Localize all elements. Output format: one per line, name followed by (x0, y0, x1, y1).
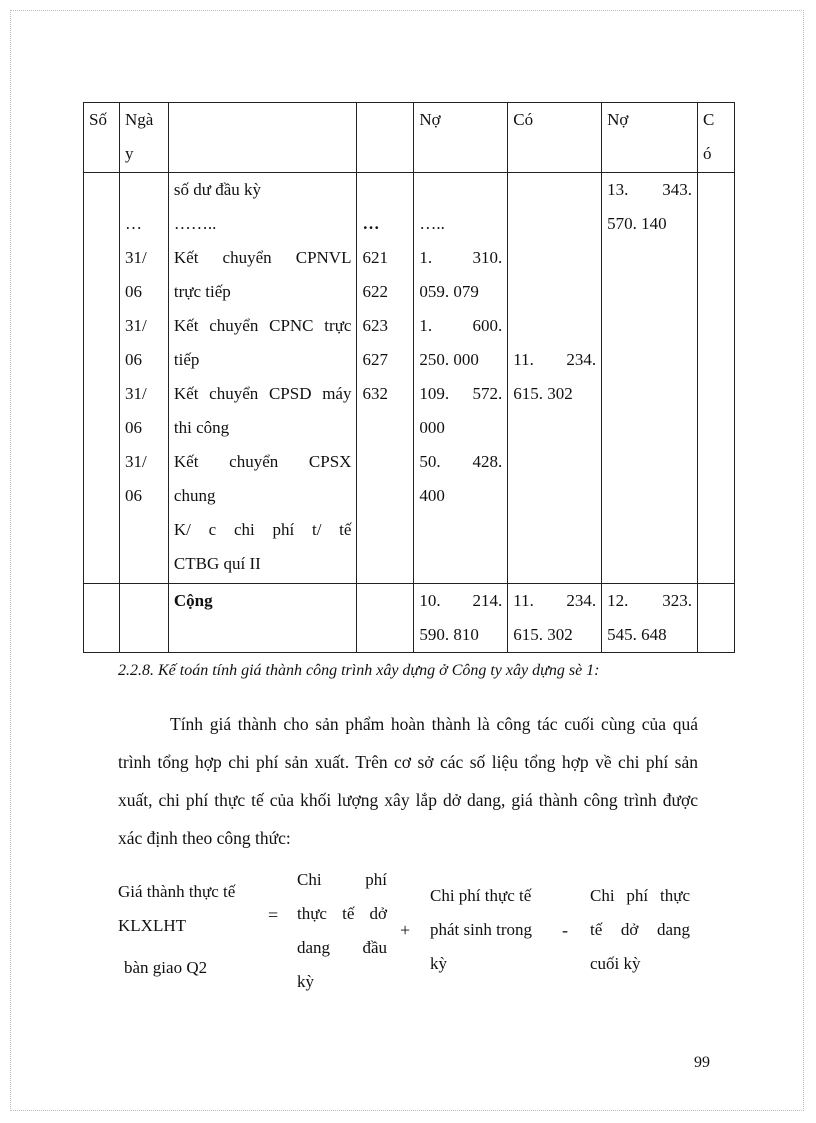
table-total-row (84, 584, 735, 653)
header-dien-giai (168, 103, 357, 173)
header-so: Số (84, 103, 120, 173)
body-no-1: ….. 1. 310. 059. 079 1. 600. 250. 000 109. 572. 000 50. 428. 400 (414, 173, 508, 584)
table-body-row (84, 173, 735, 584)
page-number: 99 (694, 1054, 710, 1071)
header-co-1: Có (508, 103, 602, 173)
table-header-row (84, 103, 735, 173)
formula-equals: = (268, 905, 279, 925)
body-no-2: 13. 343. 570. 140 (602, 173, 698, 584)
header-no-1: Nợ (414, 103, 508, 173)
formula-lhs: Giá thành thực tế KLXLHT bàn giao Q2 (118, 882, 236, 977)
body-dien-giai: số dư đầu kỳ …….. Kết chuyển CPNVL trực tiếp Kết chuyển CPNC trực tiếp Kết chuyển CPSD máy thi công Kết chuyển CPSX chung K/ c chi phí t/ tế CTBG quí II (168, 173, 357, 584)
formula-term-1: Chi phí thực tế dở dang đầu kỳ (297, 870, 387, 991)
body-so (84, 173, 120, 584)
body-co-2 (698, 173, 735, 584)
header-no-2: Nợ (602, 103, 698, 173)
body-tk: … 621 622 623 627 632 (357, 173, 414, 584)
formula-plus: + (400, 920, 411, 940)
body-co-1: 11. 234. 615. 302 (508, 173, 602, 584)
body-paragraph: Tính giá thành cho sản phẩm hoàn thành là công tác cuối cùng của quá trình tổng hợp chi phí sản xuất. Trên cơ sở các số liệu tổng hợp về chi phí sản xuất, chi phí thực tế của khối lượng xây lắp dở dang, giá thành công trình được xác định theo công thức: (118, 714, 698, 848)
total-label: Cộng (168, 584, 357, 653)
formula-term-2: Chi phí thực tế phát sinh trong kỳ (430, 886, 532, 973)
formula-term-3: Chi phí thực tế dở dang cuối kỳ (590, 886, 690, 973)
header-tk (357, 103, 414, 173)
formula-minus: - (562, 920, 568, 940)
total-no-1: 10. 214. 590. 810 (414, 584, 508, 653)
header-ngay: Ngà y (119, 103, 168, 173)
header-co-2: C ó (698, 103, 735, 173)
section-title: 2.2.8. Kế toán tính giá thành công trình xây dựng ở Công ty xây dựng sè 1: (118, 662, 600, 679)
ledger-table (83, 102, 735, 653)
total-co-1: 11. 234. 615. 302 (508, 584, 602, 653)
body-ngay: … 31/ 06 31/ 06 31/ 06 31/ 06 (119, 173, 168, 584)
total-no-2: 12. 323. 545. 648 (602, 584, 698, 653)
